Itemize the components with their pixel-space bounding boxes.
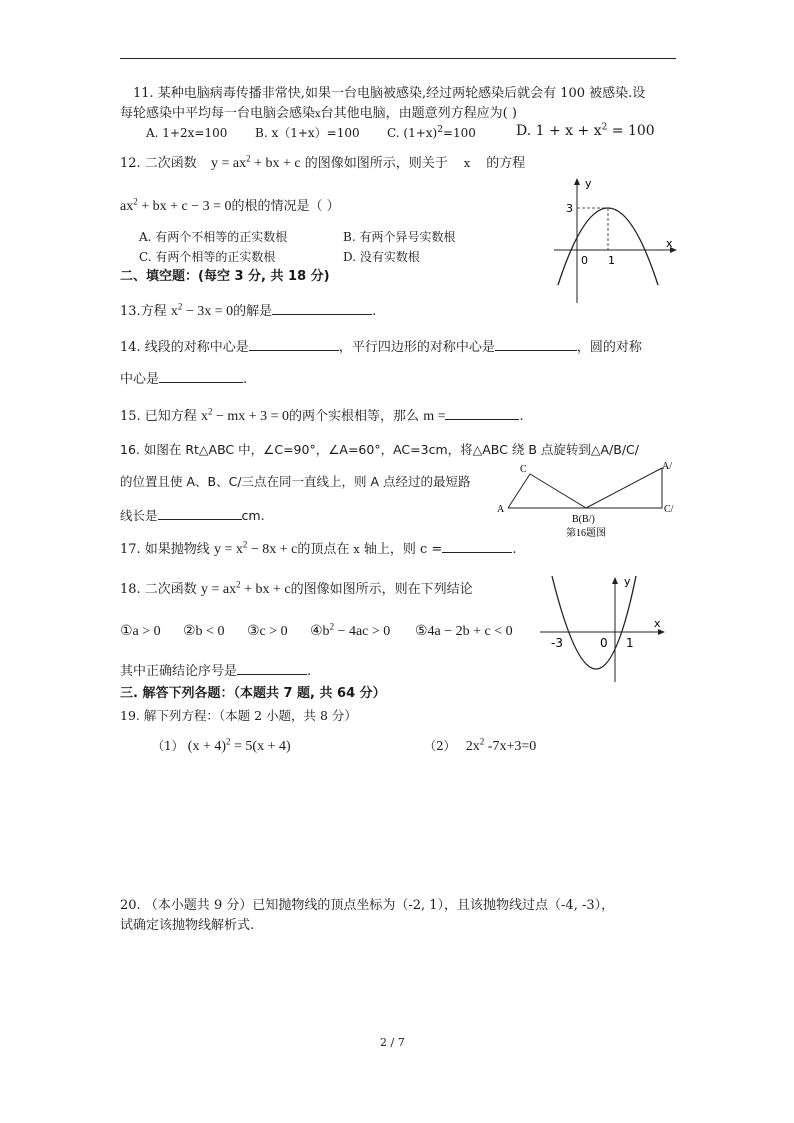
q17-eq: $y = x^2 - 8x + c$ (213, 539, 298, 557)
q19-part2-label: （2） (424, 739, 456, 753)
q16-line1: 16. 如图在 Rt△ABC 中，∠C=90°，∠A=60°，AC=3cm，将△ABC 绕 B 点旋转到△A/B/C/ (120, 442, 639, 457)
q11-option-a: A. 1+2x=100 (146, 126, 228, 140)
q14-line1 (120, 336, 642, 358)
q11-option-b: B. x（1+x）=100 (255, 126, 360, 140)
q17-answer-blank[interactable] (442, 538, 512, 553)
q17-text-b: 的顶点在 (297, 542, 350, 557)
q18-answer-blank[interactable] (237, 660, 307, 675)
q14-blank-2[interactable] (495, 336, 577, 351)
q14-text-a: 14. 线段的对称中心是 (120, 340, 249, 355)
q12-text-b: 的图像如图所示，则关于 (304, 156, 448, 171)
q18-label-m3: -3 (551, 636, 563, 650)
q14-blank-3[interactable] (159, 368, 243, 383)
q12-option-d: D. 没有实数根 (343, 250, 420, 264)
triangle-rotated (586, 468, 662, 508)
q20-line1: 20. （本小题共 9 分）已知抛物线的顶点坐标为（-2, 1），且该抛物线过点（-4, -3）， (120, 898, 615, 913)
section-2-heading: 二、填空题：(每空 3 分, 共 18 分) (120, 269, 330, 284)
q14-blank-1[interactable] (249, 336, 339, 351)
q13-eq: $x^2 - 3x = 0$ (170, 301, 234, 319)
header-rule (120, 58, 676, 59)
q13-text-c: . (372, 304, 377, 319)
q12-option-b: B. 有两个异号实数根 (343, 230, 456, 244)
q15-text-b: 的两个实根相等，那么 (289, 409, 420, 424)
q18-label-1: 1 (626, 636, 634, 650)
q19-part2-eq: $2x^2$ -7x+3=0 (465, 736, 537, 754)
q14-line2 (120, 368, 247, 390)
q19-part1 (152, 736, 291, 757)
q17-text-c: 轴上，则 c = (363, 542, 443, 557)
triangle-abc (508, 474, 586, 508)
q18-text-b: 的图像如图所示，则在下列结论 (290, 582, 473, 597)
q18-line1 (120, 580, 473, 600)
q18-line3 (120, 660, 311, 682)
q12-var: x (463, 157, 471, 170)
q18-text-d: . (307, 664, 312, 679)
q12-option-a: A. 有两个不相等的正实数根 (139, 230, 288, 244)
q18-conclusion-4: $④b^2 - 4ac > 0$ (310, 621, 391, 639)
q12-y-arrow (574, 178, 580, 185)
q17-text-a: 17. 如果抛物线 (120, 542, 210, 557)
q18-label-y: y (624, 575, 631, 588)
q18-text-c: 其中正确结论序号是 (120, 664, 238, 679)
q11-var: x (315, 109, 321, 120)
fig16-label-c-prime: C/ (664, 504, 674, 515)
fig16-label-b: B(B/) (572, 514, 595, 525)
q12-label-1: 1 (608, 254, 615, 267)
q20-line2: 试确定该抛物线解析式. (120, 918, 255, 933)
q16-line3 (120, 505, 265, 526)
q13-answer-blank[interactable] (272, 300, 372, 315)
fig16-label-c: C (520, 464, 527, 475)
q12-label-3: 3 (566, 202, 573, 215)
q18-conclusion-3: ③c > 0 (247, 624, 288, 639)
q19-title: 19. 解下列方程：（本题 2 小题，共 8 分） (120, 708, 357, 723)
q12-text-c: 的方程 (486, 156, 526, 171)
q18-conclusion-2: ②b < 0 (183, 624, 225, 639)
q14-text-b: ，平行四边形的对称中心是 (338, 340, 495, 355)
q11-line2-text-a: 每轮感染中平均每一台电脑会感染 (120, 106, 316, 121)
q18-label-0: 0 (600, 636, 608, 650)
q12-text-d: 的根的情况是（ ） (231, 199, 340, 214)
section-3-heading: 三. 解答下列各题：（本题共 7 题, 共 64 分） (120, 686, 386, 701)
q11-line2 (120, 104, 517, 125)
fig16-caption: 第16题图 (566, 528, 606, 539)
q15 (120, 405, 524, 427)
q18-y-arrow (612, 577, 618, 584)
q18-eq: $y = ax^2$ + bx + c (200, 579, 291, 597)
q19-part1-label: （1） (152, 739, 184, 753)
q15-text-a: 15. 已知方程 (120, 409, 197, 424)
q13 (120, 300, 376, 322)
q17 (120, 538, 516, 560)
q12-text-a: 12. 二次函数 (120, 156, 197, 171)
q11-line1: 11. 某种电脑病毒传播非常快,如果一台电脑被感染,经过两轮感染后就会有 100 被感染.设 (133, 86, 646, 101)
fig16-label-a-prime: A/ (662, 461, 672, 472)
q19-part2 (424, 736, 536, 757)
q18-parabola (552, 576, 636, 669)
q11-line2-text-b: 台其他电脑，由题意列方程应为( ) (320, 106, 517, 121)
q12-eq2: $ax^2$ + bx + c − 3 = 0 (120, 196, 232, 214)
q18-conclusion-5: ⑤4a − 2b + c < 0 (415, 624, 513, 639)
q16-answer-blank[interactable] (158, 505, 242, 520)
q13-text-b: 的解是 (233, 304, 273, 319)
q15-m: m = (423, 409, 446, 424)
q17-text-d: . (512, 542, 517, 557)
q18-text-a: 18. 二次函数 (120, 582, 197, 597)
q18-label-x: x (654, 617, 661, 630)
q16-triangle-figure (494, 458, 684, 542)
q12-label-x: x (666, 237, 673, 250)
q15-eq: $x^2$ − mx + 3 = 0 (200, 406, 290, 424)
q18-parabola-figure (538, 572, 668, 690)
q12-label-0: 0 (581, 254, 588, 267)
q16-line2: 的位置且使 A、B、C/三点在同一直线上，则 A 点经过的最短路 (120, 474, 471, 489)
q12-line2 (120, 197, 340, 217)
q19-part1-eq: $(x + 4)^2 = 5(x + 4)$ (187, 736, 291, 754)
fig16-label-a: A (497, 504, 505, 515)
q12-eq1: $y = ax^2$ + bx + c (210, 153, 301, 171)
q12-option-c: C. 有两个相等的正实数根 (139, 250, 276, 264)
page-number: 2 / 7 (380, 1036, 405, 1049)
q11-option-d: D. $1 + x + x^2 = 100$ (516, 122, 655, 139)
q12-label-y: y (585, 177, 592, 190)
q12-parabola-figure (550, 175, 680, 307)
q16-text-a: 线长是 (120, 508, 158, 523)
q14-text-c: ，圆的对称 (576, 340, 642, 355)
q14-text-d: 中心是 (120, 372, 160, 387)
q13-text-a: 13.方程 (120, 304, 167, 319)
q16-text-b: cm. (241, 508, 265, 523)
q18-conclusion-1: ①a > 0 (120, 624, 161, 639)
q12-line1 (120, 154, 525, 174)
q14-text-e: . (243, 372, 248, 387)
q11-option-c: C. $(1+x)^2=100$ (387, 125, 476, 140)
q15-answer-blank[interactable] (445, 405, 519, 420)
q17-var: x (353, 543, 360, 556)
q15-text-c: . (519, 409, 524, 424)
